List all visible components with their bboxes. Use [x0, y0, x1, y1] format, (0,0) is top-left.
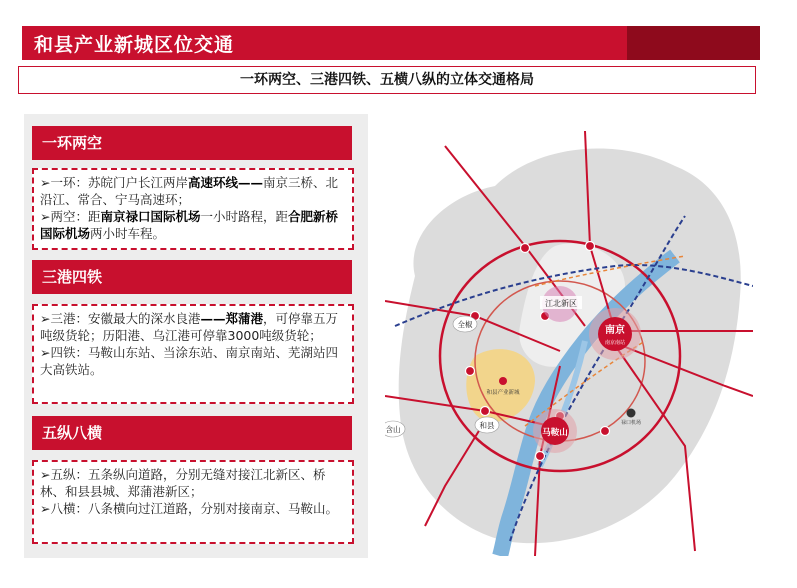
section-box-roads — [32, 460, 354, 544]
text-line: ➢五纵：五条纵向道路，分别无缝对接江北新区、桥林、和县县城、郑蒲港新区； — [40, 467, 326, 499]
text-line: ➢四铁：马鞍山东站、当涂东站、南京南站、芜湖站四大高铁站。 — [40, 345, 338, 377]
text-line: ➢三港：安徽最大的深水良港——郑蒲港，可停靠五万吨级货轮；历阳港、乌江港可停靠3000吨级货轮； — [40, 311, 339, 343]
location-map — [385, 126, 753, 556]
jiangbei-label: 江北新区 — [545, 299, 577, 308]
maanshan-label: 马鞍山 — [542, 428, 568, 438]
section-box-ports-rails — [32, 304, 354, 404]
text-line: ➢两空：距南京禄口国际机场一小时路程，距合肥新桥国际机场两小时车程。 — [40, 209, 339, 241]
industrial-park-marker — [499, 377, 507, 385]
page-title: 和县产业新城区位交通 — [34, 34, 235, 56]
text-line: ➢八横：八条横向过江道路，分别对接南京、马鞍山。 — [40, 501, 338, 516]
section-heading-ports-rails: 三港四铁 — [32, 260, 352, 294]
industrial-park-label: 和县产业新城 — [486, 390, 520, 396]
airport-label: 禄口机场 — [620, 420, 642, 426]
title-bar — [22, 26, 760, 60]
nanjing-label: 南京 — [605, 325, 625, 336]
hanshan-label: 含山 — [385, 425, 401, 434]
section-heading-ring-airports: 一环两空 — [32, 126, 352, 160]
page-subtitle: 一环两空、三港四铁、五横八纵的立体交通格局 — [18, 66, 756, 94]
text-line: ➢一环：苏皖门户长江两岸高速环线——南京三桥、北沿江、常合、宁马高速环； — [40, 175, 339, 207]
left-panel — [24, 114, 368, 558]
hexian-label: 和县 — [479, 421, 495, 430]
quanjiao-label: 全椒 — [457, 320, 473, 329]
airport-icon — [627, 409, 636, 418]
section-heading-roads: 五纵八横 — [32, 416, 352, 450]
section-box-ring-airports — [32, 168, 354, 250]
nanjing-station-label: 南京南站 — [604, 340, 626, 346]
